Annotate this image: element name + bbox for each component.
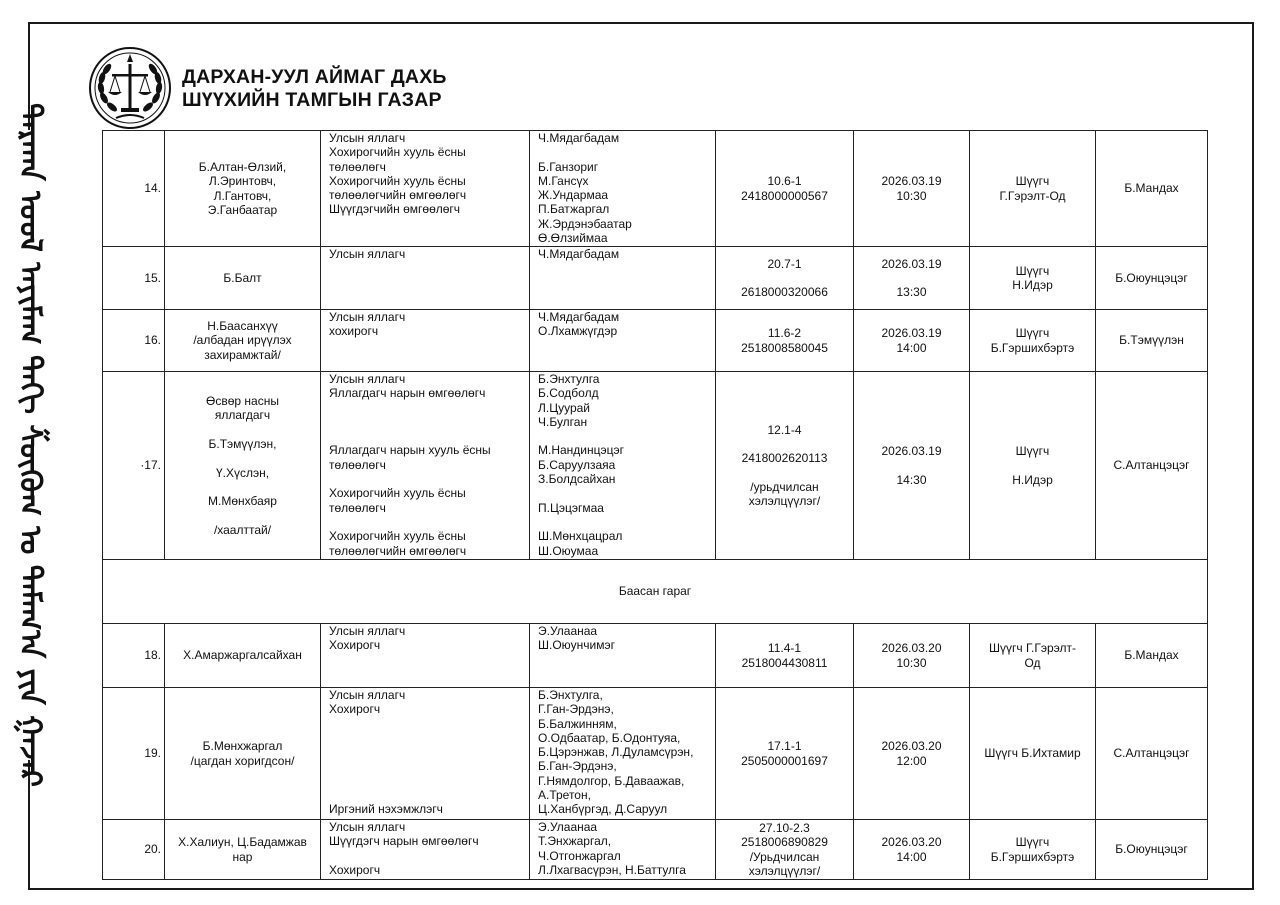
cell-line: П.Батжаргал (538, 202, 610, 217)
table-row (103, 247, 1208, 310)
cell-line: Ү.Хүслэн, (215, 465, 270, 480)
cell-line: Шүүгч (1015, 174, 1050, 189)
line-spacer (538, 486, 712, 500)
roles-cell (321, 247, 530, 310)
case-index-cell (716, 131, 854, 247)
line-spacer (719, 466, 850, 480)
cell-line: төлөөлөгчийн өмгөөлөгч (329, 188, 467, 203)
cell-line: Хохирогчийн хууль ёсны (329, 173, 466, 188)
line-spacer (329, 788, 526, 802)
cell-line: нар (232, 849, 253, 864)
court-emblem-icon (88, 46, 172, 130)
heading-line-1: ДАРХАН-УУЛ АЙМАГ ДАХЬ (182, 66, 447, 88)
line-spacer (329, 429, 526, 443)
participants-cell (530, 372, 716, 560)
cell-line: /хаалттай/ (213, 522, 272, 537)
cell-line: Э.Улаанаа (538, 820, 598, 834)
cell-line: Б.Мөнхжаргал (202, 739, 283, 754)
cell-line: О.Одбаатар, Б.Одонтуяа, (538, 730, 681, 745)
cell-line: М.Нандинцэцэг (538, 443, 624, 458)
case-index-cell (716, 247, 854, 310)
clerk-cell: С.Алтанцэцэг (1096, 688, 1208, 820)
line-spacer (538, 515, 712, 529)
cell-line: захирамжтай/ (204, 347, 281, 362)
cell-line: 10:30 (896, 655, 927, 670)
cell-line: 14:00 (896, 340, 927, 355)
cell-line: Ч.Отгонжаргал (538, 848, 621, 863)
cell-line: 2518006890829 (741, 835, 828, 850)
day-separator-row (103, 560, 1208, 624)
roles-cell (321, 310, 530, 372)
table-row (103, 688, 1208, 820)
line-spacer (329, 472, 526, 486)
cell-line: Б.Балжинням, (538, 716, 617, 731)
cell-line: хэлэлцүүлэг/ (748, 494, 821, 509)
clerk-cell: Б.Оюунцэцэг (1096, 247, 1208, 310)
cell-line: Улсын яллагч (329, 310, 406, 324)
cell-line: М.Мөнхбаяр (208, 494, 277, 509)
cell-line: 17.1-1 (767, 739, 802, 754)
cell-line: Хохирогчийн хууль ёсны (329, 145, 466, 160)
cell-line: төлөөлөгч (329, 500, 386, 515)
cell-line: Шүүгч (1015, 263, 1050, 278)
cell-line: Улсын яллагч (329, 624, 406, 638)
cell-line: 13:30 (896, 285, 927, 300)
line-spacer (329, 774, 526, 788)
line-spacer (168, 451, 317, 465)
cell-line: Г.Нямдолгор, Б.Даваажав, (538, 773, 685, 788)
cell-line: Б.Балт (223, 270, 262, 285)
cell-line: 27.10-2.3 (759, 820, 810, 835)
cell-line: Н.Баасанхүү (207, 319, 278, 334)
cell-line: Б.Содболд (538, 386, 599, 401)
cell-line: М.Гансүх (538, 173, 589, 188)
table-row (103, 372, 1208, 560)
cell-line: Б.Ган-Эрдэнэ, (538, 759, 617, 774)
line-spacer (329, 415, 526, 429)
cell-line: Хохирогч (329, 862, 381, 877)
cell-line: 11.4-1 (767, 641, 802, 656)
cell-line: хохирогч (329, 324, 379, 339)
cell-line: Ч.Мядагбадам (538, 247, 620, 261)
cell-line: Н.Идэр (1012, 472, 1053, 487)
cell-line: Б.Цэрэнжав, Л.Дуламсүрэн, (538, 745, 694, 760)
cell-line: хэлэлцүүлэг/ (748, 863, 821, 878)
cell-line: Шүүгдэгч нарын өмгөөлөгч (329, 834, 479, 849)
participants-cell (530, 131, 716, 247)
case-index-cell (716, 688, 854, 820)
cell-line: Улсын яллагч (329, 247, 406, 261)
judge-cell (970, 624, 1096, 688)
case-number-cell: 16. (103, 310, 165, 372)
clerk-cell: Б.Тэмүүлэн (1096, 310, 1208, 372)
day-label: Баасан гараг (103, 560, 1208, 624)
cell-line: /Урьдчилсан (749, 849, 820, 864)
case-number-cell: 19. (103, 688, 165, 820)
cell-line: Ш.Оюунчимэг (538, 638, 615, 653)
cell-line: 2026.03.19 (881, 326, 942, 341)
cell-line: Шүүгч (1015, 444, 1050, 459)
case-index-cell (716, 820, 854, 880)
cell-line: Б.Гэршихбэртэ (990, 849, 1075, 864)
line-spacer (168, 480, 317, 494)
clerk-cell: С.Алтанцэцэг (1096, 372, 1208, 560)
cell-line: Б.Тэмүүлэн, (208, 436, 277, 451)
cell-line: Л.Гантовч, (213, 188, 272, 203)
cell-line: Яллагдагч нарын өмгөөлөгч (329, 386, 486, 401)
cell-line: Улсын яллагч (329, 131, 406, 145)
datetime-cell (854, 688, 970, 820)
line-spacer (538, 145, 712, 159)
cell-line: 2505000001697 (741, 753, 828, 768)
table-row (103, 820, 1208, 880)
cell-line: Л.Цуурай (538, 400, 591, 415)
cell-line: 20.7-1 (767, 256, 802, 271)
parties-cell (165, 688, 321, 820)
cell-line: 2418002620113 (741, 451, 828, 466)
roles-cell (321, 820, 530, 880)
judge-cell (970, 131, 1096, 247)
line-spacer (719, 271, 850, 285)
cell-line: Ө.Өлзиймаа (538, 231, 608, 246)
cell-line: Ш.Мөнхцацрал (538, 529, 623, 544)
cell-line: Т.Энхжаргал, (538, 834, 612, 849)
cell-line: Ц.Ханбүргэд, Д.Саруул (538, 802, 668, 817)
participants-cell (530, 624, 716, 688)
cell-line: Шүүгч Б.Ихтамир (984, 746, 1081, 761)
cell-line: Н.Идэр (1012, 278, 1053, 292)
line-spacer (329, 401, 526, 415)
line-spacer (329, 515, 526, 529)
cell-line: Х.Амаржаргалсайхан (183, 648, 302, 663)
case-index-cell (716, 372, 854, 560)
datetime-cell (854, 372, 970, 560)
line-spacer (168, 508, 317, 522)
cell-line: Улсын яллагч (329, 372, 406, 386)
roles-cell (321, 131, 530, 247)
cell-line: Б.Энхтулга (538, 372, 600, 386)
cell-line: Хохирогчийн хууль ёсны (329, 486, 466, 501)
cell-line: 2026.03.20 (881, 835, 942, 850)
cell-line: Улсын яллагч (329, 688, 406, 702)
cell-line: 12.1-4 (767, 422, 802, 437)
line-spacer (857, 271, 966, 285)
cell-line: /албадан ирүүлэх (193, 333, 292, 348)
line-spacer (329, 849, 526, 863)
line-spacer (329, 745, 526, 759)
participants-cell (530, 310, 716, 372)
cell-line: Б.Ганзориг (538, 159, 599, 174)
case-number-cell: 18. (103, 624, 165, 688)
parties-cell (165, 247, 321, 310)
line-spacer (329, 731, 526, 745)
table-row (103, 310, 1208, 372)
cell-line: Э.Улаанаа (538, 624, 598, 638)
cell-line: Шүүгч Г.Гэрэлт- (989, 641, 1076, 656)
participants-cell (530, 688, 716, 820)
case-index-cell (716, 624, 854, 688)
cell-line: Б.Гэршихбэртэ (990, 340, 1075, 355)
cell-line: Л.Лхагвасүрэн, Н.Баттулга (538, 862, 686, 877)
heading-line-2: ШҮҮХИЙН ТАМГЫН ГАЗАР (182, 89, 442, 111)
cell-line: Х.Халиун, Ц.Бадамжав (178, 835, 307, 850)
cell-line: Ч.Мядагбадам (538, 310, 620, 324)
cell-line: О.Лхамжүгдэр (538, 324, 618, 339)
cell-line: Улсын яллагч (329, 820, 406, 834)
cell-line: А.Третон, (538, 788, 591, 803)
parties-cell (165, 624, 321, 688)
cell-line: 14:30 (896, 472, 927, 487)
cell-line: 2026.03.19 (881, 256, 942, 271)
parties-cell (165, 310, 321, 372)
datetime-cell (854, 310, 970, 372)
line-spacer (719, 437, 850, 451)
cell-line: 2026.03.20 (881, 641, 942, 656)
line-spacer (973, 458, 1092, 472)
judge-cell (970, 310, 1096, 372)
line-spacer (329, 717, 526, 731)
cell-line: Яллагдагч нарын хууль ёсны (329, 443, 491, 458)
hearing-schedule-table (102, 130, 1208, 880)
cell-line: 14:00 (896, 849, 927, 864)
cell-line: /урьдчилсан (750, 479, 819, 494)
cell-line: 10:30 (896, 188, 927, 203)
roles-cell (321, 624, 530, 688)
participants-cell (530, 820, 716, 880)
cell-line: яллагдагч (214, 408, 271, 423)
cell-line: 2518004430811 (741, 655, 828, 670)
cell-line: Шүүгч (1015, 326, 1050, 341)
datetime-cell (854, 624, 970, 688)
table-row (103, 624, 1208, 688)
cell-line: Г.Гэрэлт-Од (999, 188, 1066, 203)
judge-cell (970, 688, 1096, 820)
judge-cell (970, 247, 1096, 310)
cell-line: төлөөлөгч (329, 159, 386, 174)
cell-line: Шүүгч (1015, 835, 1050, 850)
roles-cell (321, 372, 530, 560)
cell-line: төлөөлөгчийн өмгөөлөгч (329, 543, 467, 558)
clerk-cell: Б.Оюунцэцэг (1096, 820, 1208, 880)
parties-cell (165, 372, 321, 560)
cell-line: 2518008580045 (741, 340, 828, 355)
participants-cell (530, 247, 716, 310)
cell-line: Л.Эринтовч, (208, 174, 277, 189)
line-spacer (857, 458, 966, 472)
cell-line: 10.6-1 (767, 174, 802, 189)
cell-line: 12:00 (896, 753, 927, 768)
cell-line: Ч.Мядагбадам (538, 131, 620, 145)
cell-line: Б.Саруулзаяа (538, 457, 616, 472)
datetime-cell (854, 247, 970, 310)
cell-line: /цагдан хоригдсон/ (190, 753, 295, 768)
cell-line: Г.Ган-Эрдэнэ, (538, 702, 614, 717)
cell-line: Э.Ганбаатар (207, 202, 278, 217)
cell-line: 2418000000567 (741, 188, 828, 203)
cell-line: Б.Энхтулга, (538, 688, 603, 702)
roles-cell (321, 688, 530, 820)
institution-heading (182, 66, 447, 112)
cell-line: төлөөлөгч (329, 457, 386, 472)
case-number-cell: 15. (103, 247, 165, 310)
line-spacer (538, 429, 712, 443)
cell-line: Ш.Оюумаа (538, 543, 599, 558)
clerk-cell: Б.Мандах (1096, 131, 1208, 247)
cell-line: Иргэний нэхэмжлэгч (329, 802, 443, 817)
case-index-cell (716, 310, 854, 372)
parties-cell (165, 820, 321, 880)
cell-line: Хохирогчийн хууль ёсны (329, 529, 466, 544)
cell-line: П.Цэцэгмаа (538, 500, 604, 515)
case-number-cell: 14. (103, 131, 165, 247)
judge-cell (970, 372, 1096, 560)
judge-cell (970, 820, 1096, 880)
cell-line: Шүүгдэгчийн өмгөөлөгч (329, 202, 461, 217)
cell-line: З.Болдсайхан (538, 472, 616, 487)
cell-line: Ж.Ундармаа (538, 188, 609, 203)
datetime-cell (854, 820, 970, 880)
line-spacer (329, 759, 526, 773)
mongolian-vertical-text: ᠳᠠᠷᠬᠠᠨ ᠤᠤᠯ ᠠᠶᠢᠮᠠᠭ ᠳᠠᠬᠢ ᠱᠦᠭᠦᠬ ᠤ ᠲᠠᠮᠠᠭ᠎ᠠ ᠶᠢᠨ ᠭᠠᠵᠠᠷ (12, 103, 48, 787)
cell-line: Од (1024, 655, 1041, 670)
clerk-cell: Б.Мандах (1096, 624, 1208, 688)
case-number-cell: ·17. (103, 372, 165, 560)
mongolian-script-sidebar (4, 103, 56, 787)
cell-line: Хохирогч (329, 702, 381, 717)
case-number-cell: 20. (103, 820, 165, 880)
cell-line: Ж.Эрдэнэбаатар (538, 216, 632, 231)
cell-line: 2026.03.20 (881, 739, 942, 754)
cell-line: Ч.Булган (538, 414, 588, 429)
cell-line: 2026.03.19 (881, 174, 942, 189)
datetime-cell (854, 131, 970, 247)
cell-line: 2618000320066 (741, 285, 828, 300)
cell-line: 11.6-2 (767, 326, 802, 341)
cell-line: 2026.03.19 (881, 444, 942, 459)
cell-line: Хохирогч (329, 638, 381, 653)
line-spacer (168, 423, 317, 437)
cell-line: Б.Алтан-Өлзий, (198, 159, 287, 174)
parties-cell (165, 131, 321, 247)
table-row (103, 131, 1208, 247)
cell-line: Өсвөр насны (206, 394, 279, 409)
